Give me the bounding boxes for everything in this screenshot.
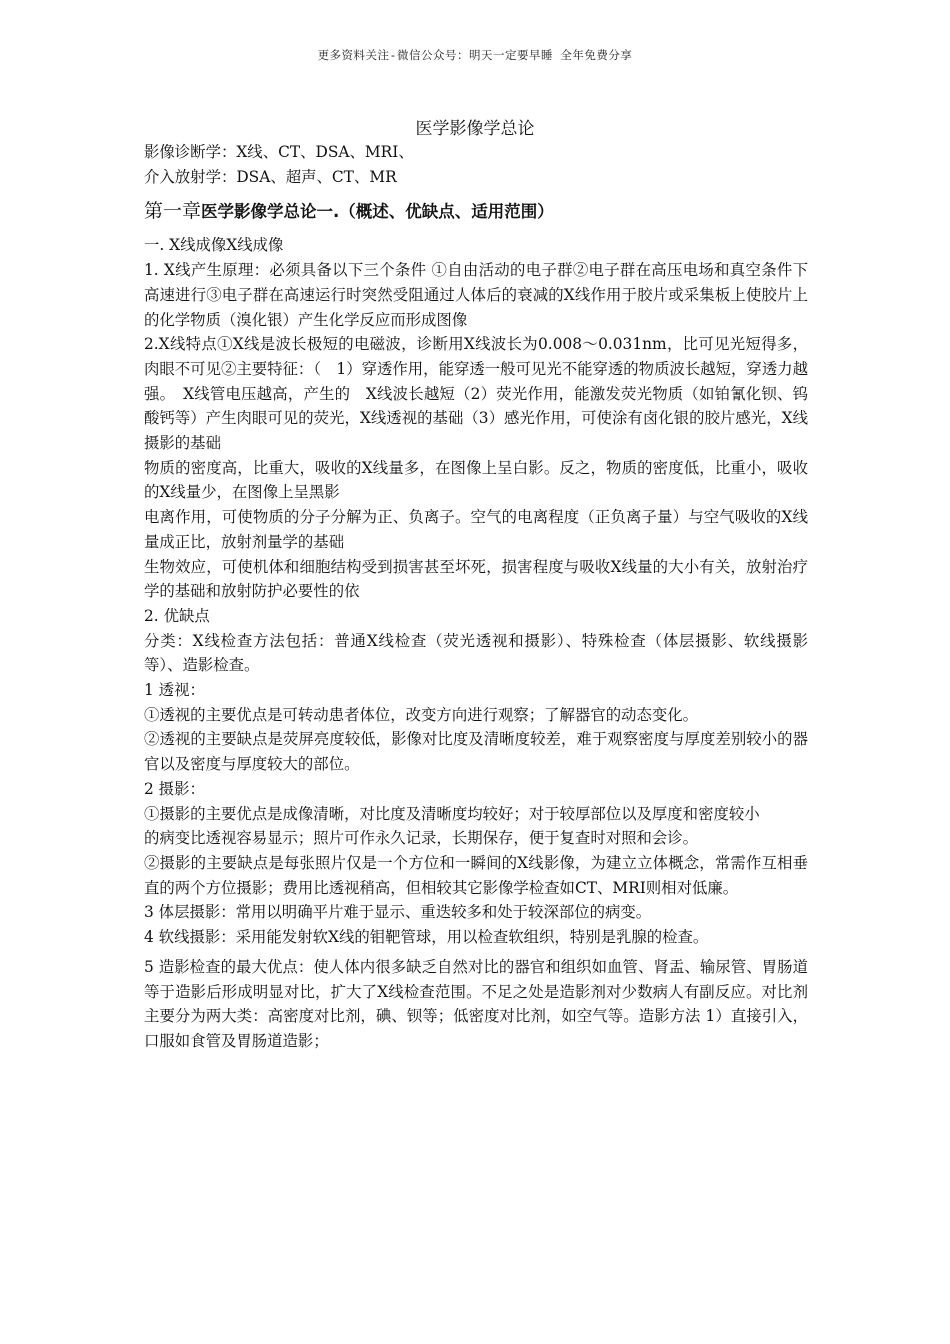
section-heading: 一. X线成像X线成像 — [144, 236, 284, 255]
paragraph: ②透视的主要缺点是荧屏亮度较低，影像对比度及清晰度较差，难于观察密度与厚度差别较小的器官以及密度与厚度较大的部位。 — [144, 730, 808, 774]
paragraph: ②摄影的主要缺点是每张照片仅是一个方位和一瞬间的X线影像，为建立立体概念，常需作互相垂直的两个方位摄影；费用比透视稍高，但相较其它影像学检查如CT、MRI则相对低廉。 — [144, 853, 808, 897]
page-header: 更多资料关注-微信公众号：明天一定要早睡 全年免费分享 — [317, 48, 633, 62]
paragraph: 电离作用，可使物质的分子分解为正、负离子。空气的电离程度（正负离子量）与空气吸收的X线量成正比，放射剂量学的基础 — [144, 508, 808, 551]
paragraph: 物质的密度高，比重大，吸收的X线量多，在图像上呈白影。反之，物质的密度低，比重小，吸收的X线量少，在图像上呈黑影 — [144, 458, 808, 502]
paragraph: 分类：X线检查方法包括：普通X线检查（荧光透视和摄影）、特殊检查（体层摄影、软线摄影等）、造影检查。 — [144, 631, 808, 675]
document-body — [144, 140, 808, 1054]
intro-line: 介入放射学：DSA、超声、CT、MR — [144, 167, 397, 186]
intro-line: 影像诊断学：X线、CT、DSA、MRI、 — [144, 143, 414, 161]
paragraph: 3 体层摄影：常用以明确平片难于显示、重迭较多和处于较深部位的病变。 — [144, 903, 652, 922]
paragraph: 生物效应，可使机体和细胞结构受到损害甚至坏死，损害程度与吸收X线量的大小有关，放射治疗学的基础和放射防护必要性的依 — [144, 557, 808, 601]
paragraph: 1. X线产生原理：必须具备以下三个条件 ①自由活动的电子群②电子群在高压电场和真空条件下高速进行③电子群在高速运行时突然受阻通过人体后的衰减的X线作用于胶片或采集板上使胶片上的化学物质（溴化银）产生化学反应而形成图像 — [144, 261, 808, 329]
paragraph: 的病变比透视容易显示；照片可作永久记录，长期保存，便于复查时对照和会诊。 — [144, 829, 699, 848]
paragraph: 4 软线摄影：采用能发射软X线的钼靶管球，用以检查软组织，特别是乳腺的检查。 — [144, 928, 709, 947]
paragraph: 5 造影检查的最大优点：使人体内很多缺乏自然对比的器官和组织如血管、肾盂、输尿管、胃肠道等于造影后形成明显对比，扩大了X线检查范围。不足之处是造影剂对少数病人有副反应。对比剂主要分为两大类：高密度对比剂，碘、钡等；低密度对比剂，如空气等。造影方法 1）直接引入，口服如食管及胃肠道造影； — [144, 957, 808, 1050]
section-heading: 2. 优缺点 — [144, 606, 210, 625]
paragraph: 2.X线特点①X线是波长极短的电磁波，诊断用X线波长为0.008～0.031nm，比可见光短得多，肉眼不可见②主要特征：（ 1）穿透作用，能穿透一般可见光不能穿透的物质波长越短，穿透力越强。 X线管电压越高，产生的 X线波长越短（2）荧光作用，能激发荧光物质（如铂氰化钡、钨酸钙等）产生肉眼可见的荧光，X线透视的基础（3）感光作用，可使涂有卤化银的胶片感光，X线摄影的基础 — [144, 335, 808, 453]
paragraph: ①摄影的主要优点是成像清晰，对比度及清晰度均较好；对于较厚部位以及厚度和密度较小 — [144, 804, 760, 823]
subheading: 1 透视： — [144, 681, 205, 700]
paragraph: ①透视的主要优点是可转动患者体位，改变方向进行观察；了解器官的动态变化。 — [144, 705, 699, 724]
chapter-prefix: 第一章 — [144, 200, 202, 223]
document-title: 医学影像学总论 — [415, 119, 535, 139]
chapter-heading — [144, 195, 808, 228]
chapter-title: 医学影像学总论一.（概述、优缺点、适用范围） — [201, 202, 554, 222]
subheading: 2 摄影： — [144, 779, 205, 798]
